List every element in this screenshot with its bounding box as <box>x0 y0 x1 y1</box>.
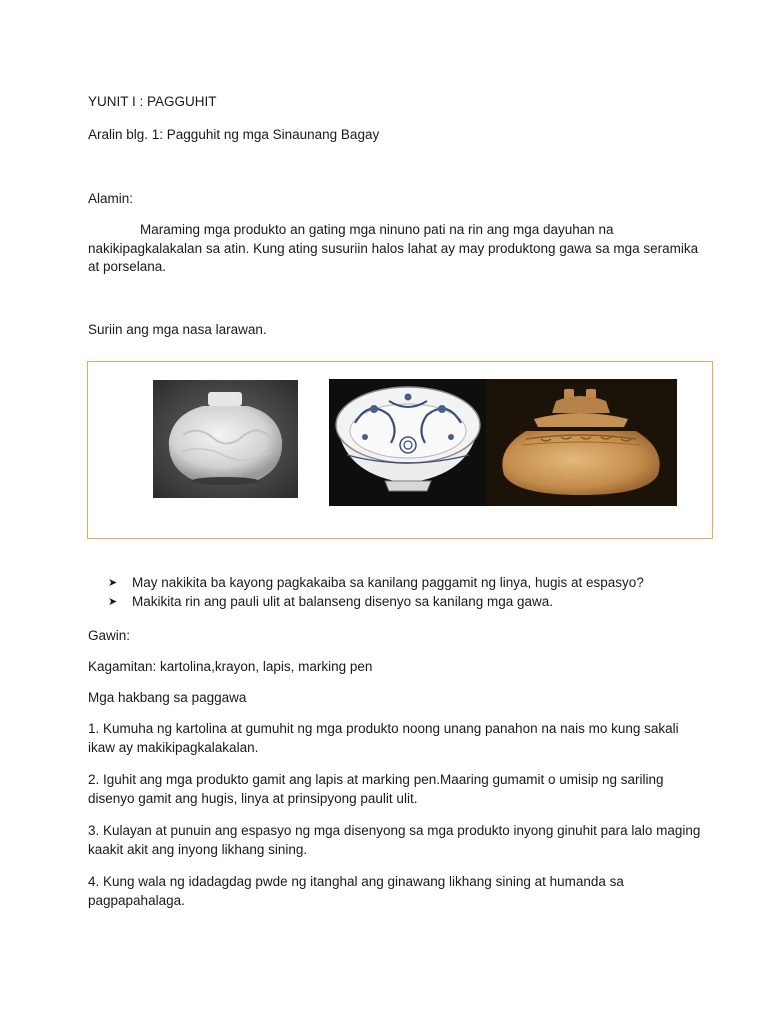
lesson-title: Aralin blg. 1: Pagguhit ng mga Sinaunang Bagay <box>88 127 380 142</box>
alamin-text: Maraming mga produkto an gating mga ninuno pati na rin ang mga dayuhan na nakikipagkalakalan sa atin. Kung ating susuriin halos lahat ay may produktong gawa sa mga seramika at porselana. <box>88 222 699 274</box>
step-2: 2. Iguhit ang mga produkto gamit ang lapis at marking pen.Maaring gumamit o umisip ng sariling disenyo gamit ang hugis, linya at prinsipyong paulit ulit. <box>88 772 664 806</box>
alamin-heading: Alamin: <box>88 191 134 206</box>
steps-heading: Mga hakbang sa paggawa <box>88 690 247 705</box>
list-item: ➤ May nakikita ba kayong pagkakaiba sa kanilang paggamit ng linya, hugis at espasyo? <box>108 574 644 593</box>
suriin-text: Suriin ang mga nasa larawan. <box>88 322 267 337</box>
blue-white-porcelain-bowl-image <box>329 379 486 506</box>
question-list <box>108 574 644 611</box>
step-3: 3. Kulayan at punuin ang espasyo ng mga disenyong sa mga produkto inyong ginuhit para lalo maging kaakit akit ang inyong likhang sining. <box>88 823 701 857</box>
list-item: ➤ Makikita rin ang pauli ulit at balanseng disenyo sa kanilang mga gawa. <box>108 593 644 612</box>
step-4: 4. Kung wala ng idadagdag pwde ng itanghal ang ginawang likhang sining at humanda sa pagpapahalaga. <box>88 874 624 908</box>
arrow-bullet-icon: ➤ <box>108 577 118 589</box>
unit-title: YUNIT I : PAGGUHIT <box>88 94 217 109</box>
white-celadon-jar-image <box>153 380 298 498</box>
arrow-bullet-icon: ➤ <box>108 595 118 608</box>
alamin-paragraph <box>88 221 708 277</box>
gawin-heading: Gawin: <box>88 628 131 643</box>
materials-text: Kagamitan: kartolina,krayon, lapis, marking pen <box>88 659 373 674</box>
step-1: 1. Kumuha ng kartolina at gumuhit ng mga produkto noong unang panahon na nais mo kung sakali ikaw ay makikipagkalakalan. <box>88 721 679 755</box>
lidded-clay-jar-image <box>486 379 677 506</box>
